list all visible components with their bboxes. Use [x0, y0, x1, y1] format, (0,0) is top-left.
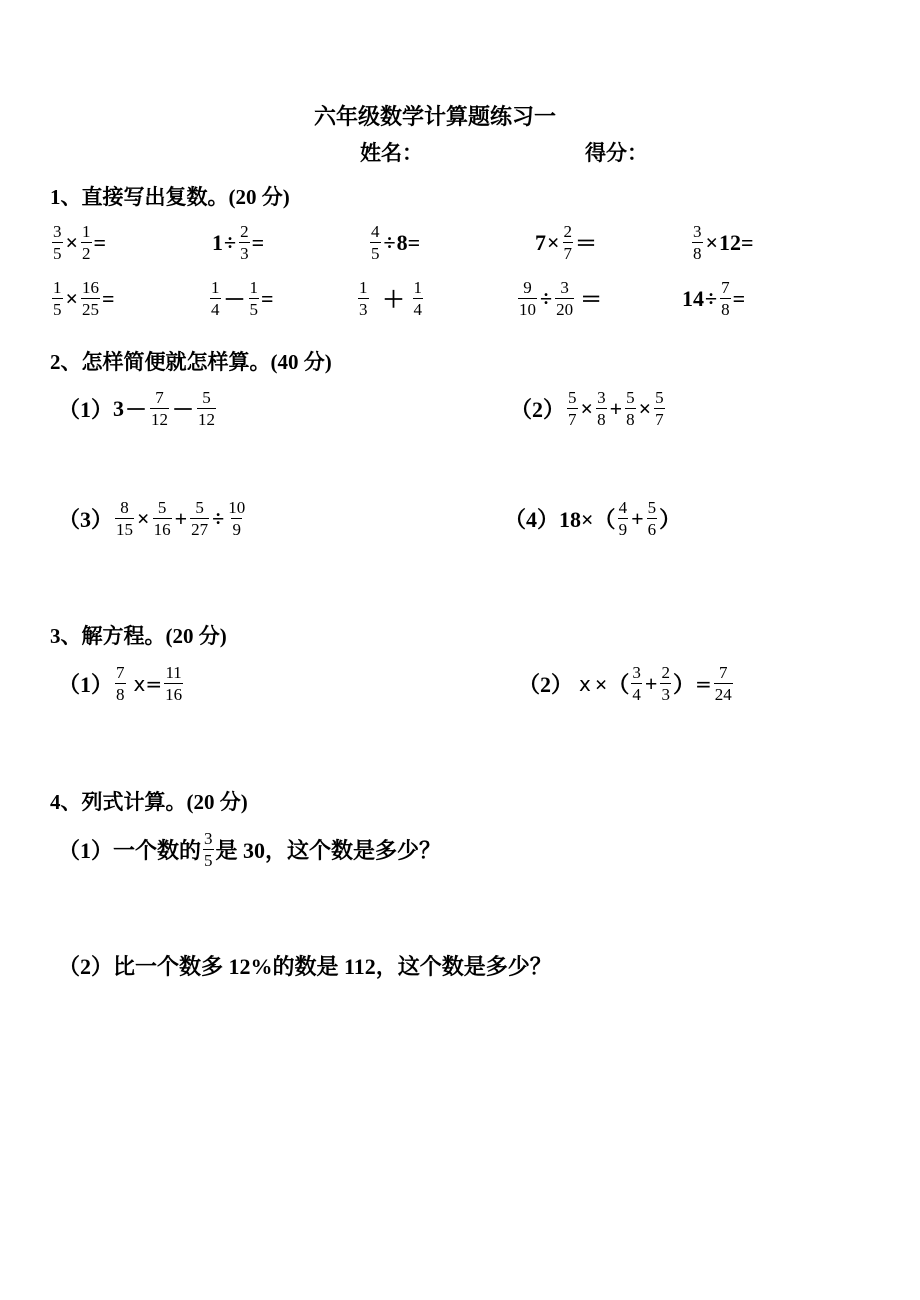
fraction: $\frac{2}{7}$	[563, 222, 573, 263]
fraction: $\frac{1}{4}$	[211, 278, 220, 319]
section-4-heading: 4、列式计算。(20 分)	[50, 790, 248, 814]
fraction: $\frac{3}{8}$	[693, 222, 702, 263]
fraction: $\frac{3}{5}$	[53, 222, 62, 263]
fraction: $\frac{2}{3}$	[240, 222, 249, 263]
fraction: $\frac{5}{27}$	[191, 498, 209, 539]
section-2-heading: 2、怎样简便就怎样算。(40 分)	[50, 350, 332, 374]
fraction: $\frac{3}{5}$	[204, 829, 213, 870]
s1-item-9: $\frac{9}{10}$ ÷ $\frac{3}{20}$ ＝	[519, 278, 603, 319]
s2-problem-1: （1） 3 － $\frac{7}{12}$ － $\frac{5}{12}$	[58, 388, 216, 429]
fraction: $\frac{7}{24}$	[714, 663, 732, 704]
fraction: $\frac{3}{4}$	[632, 663, 641, 704]
s2-problem-2: （2） $\frac{5}{7}$ × $\frac{3}{8}$ + $\frac{5}{8}$ × $\frac{5}{7}$	[510, 388, 664, 429]
fraction: $\frac{1}{4}$	[413, 278, 423, 319]
fraction: $\frac{1}{2}$	[82, 222, 91, 263]
s3-problem-2: （2） x ×（ $\frac{3}{4}$ + $\frac{2}{3}$ ） = $\frac{7}{24}$	[518, 663, 732, 704]
s1-item-8: $\frac{1}{3}$ ＋ $\frac{1}{4}$	[359, 278, 423, 319]
s1-item-2: 1 ÷ $\frac{2}{3}$ =	[212, 222, 265, 263]
fraction: $\frac{7}{8}$	[721, 278, 730, 319]
fraction: $\frac{8}{15}$	[116, 498, 134, 539]
s2-problem-4: （4） 18×（ $\frac{4}{9}$ + $\frac{5}{6}$ ）	[504, 498, 682, 539]
s1-item-7: $\frac{1}{4}$ － $\frac{1}{5}$ =	[211, 278, 274, 319]
section-1-heading: 1、直接写出复数。(20 分)	[50, 185, 290, 209]
fraction: $\frac{4}{5}$	[371, 222, 380, 263]
s4-problem-1: （1） 一个数的 $\frac{3}{5}$ 是 30，这个数是多少？	[58, 829, 442, 870]
section-3-heading: 3、解方程。(20 分)	[50, 624, 227, 648]
fraction: $\frac{5}{7}$	[568, 388, 577, 429]
name-label: 姓名：	[360, 141, 423, 165]
fraction: $\frac{10}{9}$	[228, 498, 246, 539]
s1-item-6: $\frac{1}{5}$ × $\frac{16}{25}$ =	[53, 278, 115, 319]
fraction: $\frac{2}{3}$	[661, 663, 670, 704]
s1-item-4: 7 × $\frac{2}{7}$ ＝	[535, 222, 598, 263]
fraction: $\frac{16}{25}$	[82, 278, 100, 319]
s1-item-5: $\frac{3}{8}$ × 12=	[693, 222, 754, 263]
fraction: $\frac{5}{16}$	[153, 498, 171, 539]
s2-problem-3: （3） $\frac{8}{15}$ × $\frac{5}{16}$ + $\frac{5}{27}$ ÷ $\frac{10}{9}$	[58, 498, 246, 539]
fraction: $\frac{5}{6}$	[647, 498, 657, 539]
s1-item-10: 14 ÷ $\frac{7}{8}$ =	[682, 278, 746, 319]
fraction: $\frac{1}{3}$	[359, 278, 368, 319]
page-title: 六年级数学计算题练习一	[314, 104, 557, 129]
fraction: $\frac{3}{8}$	[597, 388, 606, 429]
fraction: $\frac{1}{5}$	[249, 278, 259, 319]
fraction: $\frac{1}{5}$	[53, 278, 62, 319]
s1-item-1: $\frac{3}{5}$ × $\frac{1}{2}$ =	[53, 222, 107, 263]
fraction: $\frac{3}{20}$	[556, 278, 574, 319]
fraction: $\frac{5}{12}$	[198, 388, 216, 429]
s3-problem-1: （1） $\frac{7}{8}$ x = $\frac{11}{16}$	[58, 663, 183, 704]
fraction: $\frac{5}{8}$	[626, 388, 635, 429]
fraction: $\frac{5}{7}$	[655, 388, 664, 429]
s1-item-3: $\frac{4}{5}$ ÷ 8=	[371, 222, 421, 263]
fraction: $\frac{11}{16}$	[165, 663, 183, 704]
fraction: $\frac{7}{12}$	[151, 388, 169, 429]
s4-problem-2: （2）比一个数多 12%的数是 112，这个数是多少？	[58, 954, 552, 979]
fraction: $\frac{4}{9}$	[618, 498, 628, 539]
fraction: $\frac{7}{8}$	[116, 663, 125, 704]
score-label: 得分：	[585, 141, 648, 165]
fraction: $\frac{9}{10}$	[519, 278, 536, 319]
